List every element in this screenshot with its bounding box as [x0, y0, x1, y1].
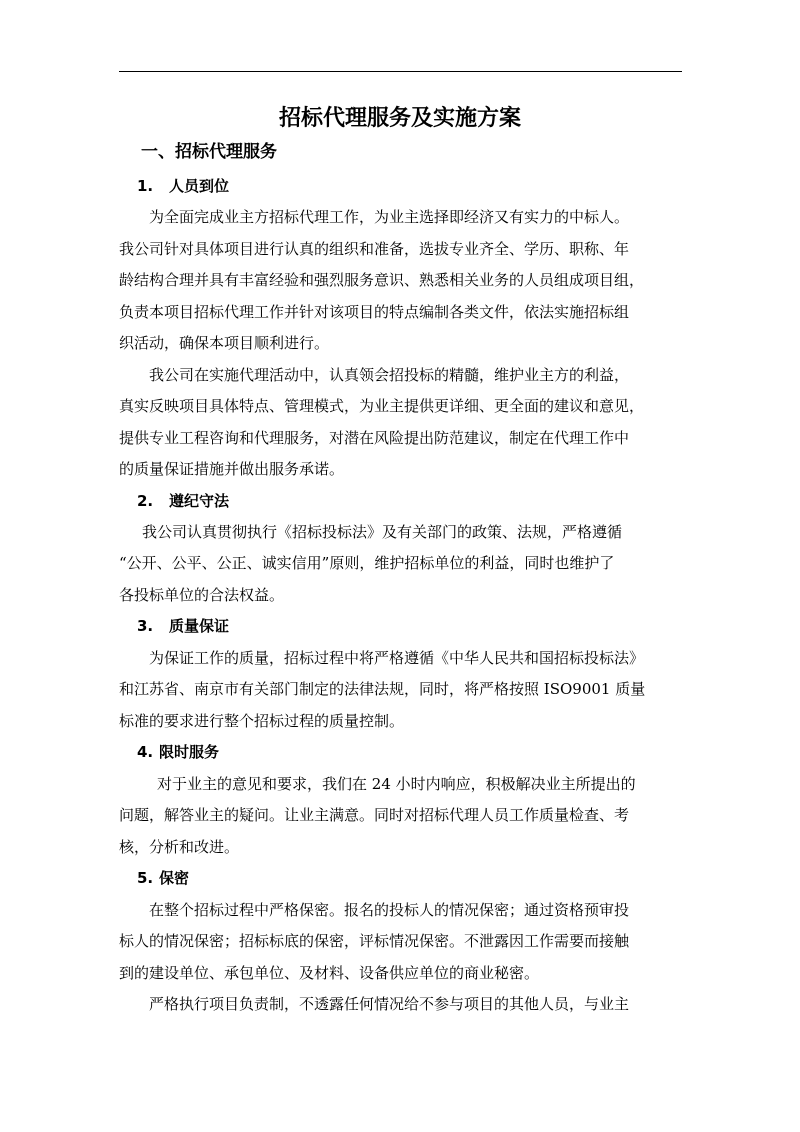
paragraph-line: 核，分析和改进。: [119, 838, 240, 856]
paragraph-line: 和江苏省、南京市有关部门制定的法律法规，同时，将严格按照 ISO9001 质量: [119, 680, 646, 698]
paragraph-line: 真实反映项目具体特点、管理模式，为业主提供更详细、更全面的建议和意见，: [119, 397, 645, 415]
paragraph-line: 严格执行项目负责制，不透露任何情况给不参与项目的其他人员，与业主: [149, 995, 630, 1013]
item-title: 人员到位: [169, 177, 230, 195]
paragraph-line: 在整个招标过程中严格保密。报名的投标人的情况保密；通过资格预审投: [149, 901, 630, 919]
paragraph-line: 我公司在实施代理活动中，认真领会招投标的精髓，维护业主方的利益，: [149, 366, 630, 384]
paragraph-line: 为保证工作的质量，招标过程中将严格遵循《中华人民共和国招标投标法》: [149, 649, 645, 667]
paragraph-line: 标人的情况保密；招标标底的保密，评标情况保密。不泄露因工作需要而接触: [119, 932, 630, 950]
document-title: 招标代理服务及实施方案: [278, 106, 521, 131]
paragraph-line: 为全面完成业主方招标代理工作，为业主选择即经济又有实力的中标人。: [149, 208, 630, 226]
paragraph-line: 提供专业工程咨询和代理服务，对潜在风险提出防范建议，制定在代理工作中: [119, 429, 630, 447]
paragraph-line: “公开、公平、公正、诚实信用”原则，维护招标单位的利益，同时也维护了: [119, 554, 615, 572]
paragraph-line: 我公司认真贯彻执行《招标投标法》及有关部门的政策、法规，严格遵循: [142, 523, 623, 541]
paragraph-line: 负责本项目招标代理工作并针对该项目的特点编制各类文件，依法实施招标组: [119, 303, 630, 321]
item-title: 限时服务: [159, 743, 220, 761]
header-rule: [119, 71, 682, 72]
paragraph-line: 标准的要求进行整个招标过程的质量控制。: [119, 712, 405, 730]
paragraph-line: 问题，解答业主的疑问。让业主满意。同时对招标代理人员工作质量检查、考: [119, 806, 630, 824]
paragraph-line: 的质量保证措施并做出服务承诺。: [119, 460, 345, 478]
item-number: 4.: [137, 743, 154, 761]
paragraph-line: 龄结构合理并具有丰富经验和强烈服务意识、熟悉相关业务的人员组成项目组，: [119, 271, 645, 289]
item-heading-1: [137, 175, 229, 197]
item-title: 质量保证: [169, 617, 230, 635]
item-heading-5: [137, 867, 189, 889]
paragraph-line: 织活动，确保本项目顺利进行。: [119, 334, 330, 352]
item-heading-2: [137, 490, 229, 512]
item-number: 2.: [137, 492, 154, 510]
item-number: 5.: [137, 869, 154, 887]
paragraph-line: 各投标单位的合法权益。: [119, 586, 285, 604]
paragraph-line: 对于业主的意见和要求，我们在 24 小时内响应，积极解决业主所提出的: [157, 775, 636, 793]
item-heading-4: [137, 741, 219, 763]
item-number: 1.: [137, 177, 154, 195]
paragraph-line: 我公司针对具体项目进行认真的组织和准备，选拔专业齐全、学历、职称、年: [119, 240, 630, 258]
paragraph-line: 到的建设单位、承包单位、及材料、设备供应单位的商业秘密。: [119, 964, 540, 982]
item-heading-3: [137, 615, 229, 637]
item-number: 3.: [137, 617, 154, 635]
item-title: 遵纪守法: [169, 492, 230, 510]
item-title: 保密: [159, 869, 190, 887]
section-heading: 一、招标代理服务: [141, 142, 277, 162]
